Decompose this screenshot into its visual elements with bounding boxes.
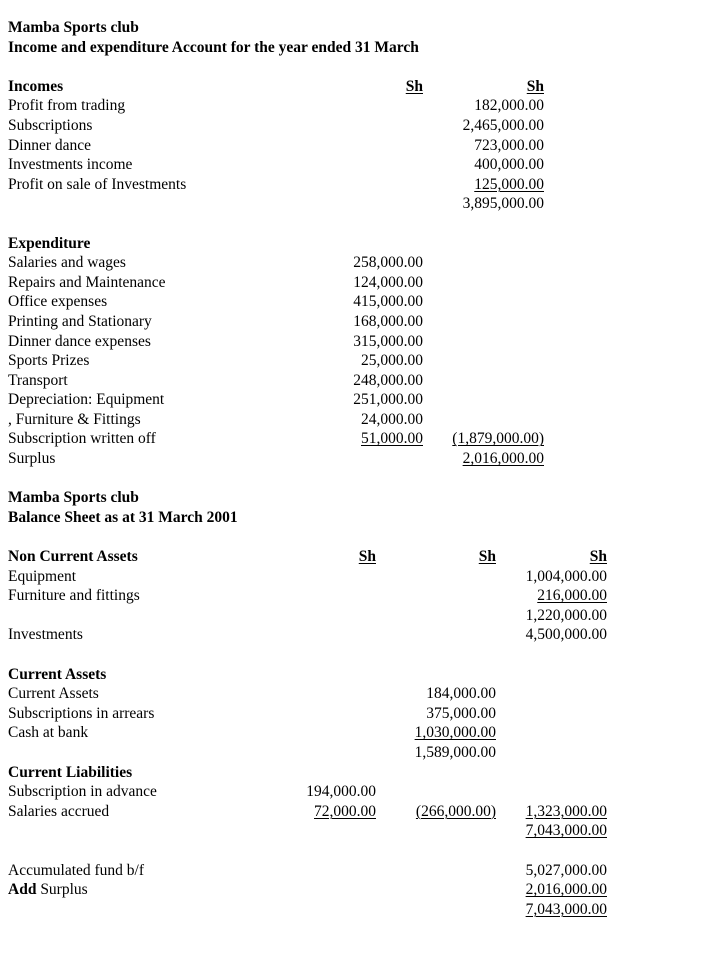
row-c2: (1,879,000.00) [452,430,544,448]
non-current-assets-header-label: Non Current Assets [8,548,138,566]
row-c1: 24,000.00 [361,410,423,428]
row-c2: 400,000.00 [474,156,544,174]
surplus-row [8,449,648,469]
balance-sheet-header-col2: Sh [478,548,496,566]
financial-statements [8,18,648,919]
row-c1: 124,000.00 [353,273,423,291]
row-label: Subscriptions [8,116,93,134]
row-c2: (266,000.00) [415,802,496,820]
expenditure-row [8,332,648,352]
row-label: , Furniture & Fittings [8,410,141,428]
surplus-label: Surplus [8,450,56,468]
row-label: Equipment [8,567,77,585]
balance-sheet-header-col3: Sh [589,548,607,566]
row-label: Furniture and fittings [8,587,140,605]
row-c1: 51,000.00 [361,430,423,448]
income-row [8,175,648,195]
row-label: Dinner dance [8,136,92,154]
row-c1: 315,000.00 [353,332,423,350]
expenditure-row [8,410,648,430]
row-label-emphasis: Add [8,881,37,899]
row-label: Repairs and Maintenance [8,273,166,291]
accumulated-fund-rows [8,861,648,920]
current-asset-row [8,704,648,724]
accumulated-fund-row [8,861,648,881]
row-label: Salaries and wages [8,254,126,272]
accumulated-fund-row [8,880,648,900]
current-asset-row [8,723,648,743]
expenditure-row [8,390,648,410]
row-label: Salaries accrued [8,802,110,820]
row-c1: 248,000.00 [353,371,423,389]
row-c1: 194,000.00 [306,783,376,801]
row-c2: 723,000.00 [474,136,544,154]
expenditure-header-row [8,234,648,254]
incomes-header-col2: Sh [526,77,544,95]
spacer [8,841,648,861]
current-liabilities-rows [8,782,648,841]
expenditure-header-label: Expenditure [8,234,91,252]
income-row [8,155,648,175]
row-label: Current Assets [8,685,99,703]
row-c3: 7,043,000.00 [525,822,607,840]
row-label: Sports Prizes [8,352,90,370]
row-c2: 375,000.00 [426,704,496,722]
incomes-total-col2: 3,895,000.00 [462,195,544,213]
current-liability-row [8,782,648,802]
row-c3: 5,027,000.00 [525,861,607,879]
income-row [8,96,648,116]
row-c2: 1,030,000.00 [414,724,496,742]
balance-sheet-subtitle: Balance Sheet as at 31 March 2001 [8,508,238,526]
incomes-header-row [8,77,648,97]
current-asset-row [8,684,648,704]
balance-sheet-section [8,488,648,919]
expenditure-row [8,292,648,312]
row-c2: 182,000.00 [474,97,544,115]
income-statement-section [8,18,648,469]
row-label: Subscription in advance [8,783,157,801]
spacer [8,57,648,77]
expenditure-row [8,312,648,332]
row-c1: 72,000.00 [314,802,376,820]
non-current-asset-row [8,606,648,626]
expenditure-row [8,253,648,273]
row-label: Printing and Stationary [8,312,152,330]
income-row [8,136,648,156]
current-assets-rows [8,684,648,762]
expenditure-row [8,351,648,371]
current-assets-header-row [8,665,648,685]
incomes-total-row [8,194,648,214]
non-current-asset-row [8,586,648,606]
non-current-asset-row [8,625,648,645]
row-label: Add Surplus [8,881,88,899]
row-c1: 25,000.00 [361,352,423,370]
row-c1: 168,000.00 [353,312,423,330]
row-c3: 1,323,000.00 [525,802,607,820]
surplus-col2: 2,016,000.00 [462,450,544,468]
row-c2: 2,465,000.00 [462,116,544,134]
row-c2: 1,589,000.00 [414,743,496,761]
row-c3: 2,016,000.00 [525,881,607,899]
row-c3: 1,004,000.00 [525,567,607,585]
row-label: Subscriptions in arrears [8,704,155,722]
current-liability-row [8,821,648,841]
non-current-assets-rows [8,567,648,645]
row-label: Investments [8,626,83,644]
incomes-rows [8,96,648,194]
row-label: Depreciation: Equipment [8,391,165,409]
row-c3: 4,500,000.00 [525,626,607,644]
income-statement-subtitle: Income and expenditure Account for the year ended 31 March [8,38,419,56]
non-current-assets-header-row [8,547,648,567]
balance-sheet-title: Mamba Sports club [8,489,139,507]
row-label: Dinner dance expenses [8,332,151,350]
incomes-header-col1: Sh [405,77,423,95]
expenditure-row [8,371,648,391]
row-label: Profit on sale of Investments [8,175,187,193]
row-c1: 415,000.00 [353,293,423,311]
non-current-asset-row [8,567,648,587]
row-label: Accumulated fund b/f [8,861,145,879]
balance-sheet-header-col1: Sh [358,548,376,566]
row-label: Transport [8,371,68,389]
expenditure-rows [8,253,648,449]
row-label: Profit from trading [8,97,126,115]
expenditure-row [8,429,648,449]
row-label: Cash at bank [8,724,89,742]
current-asset-row [8,743,648,763]
expenditure-row [8,273,648,293]
row-c3: 216,000.00 [537,587,607,605]
current-liabilities-header-row [8,763,648,783]
spacer [8,527,648,547]
incomes-header-label: Incomes [8,77,64,95]
accumulated-fund-row [8,900,648,920]
spacer [8,469,648,489]
income-row [8,116,648,136]
current-liabilities-header-label: Current Liabilities [8,763,133,781]
income-statement-title: Mamba Sports club [8,19,139,36]
row-label: Subscription written off [8,430,156,448]
row-c1: 251,000.00 [353,391,423,409]
current-assets-header-label: Current Assets [8,665,107,683]
row-label: Investments income [8,156,133,174]
row-c2: 125,000.00 [474,175,544,193]
row-label: Office expenses [8,293,108,311]
spacer [8,214,648,234]
current-liability-row [8,802,648,822]
row-c1: 258,000.00 [353,254,423,272]
row-c3: 1,220,000.00 [525,606,607,624]
spacer [8,645,648,665]
row-c2: 184,000.00 [426,685,496,703]
row-c3: 7,043,000.00 [525,900,607,918]
